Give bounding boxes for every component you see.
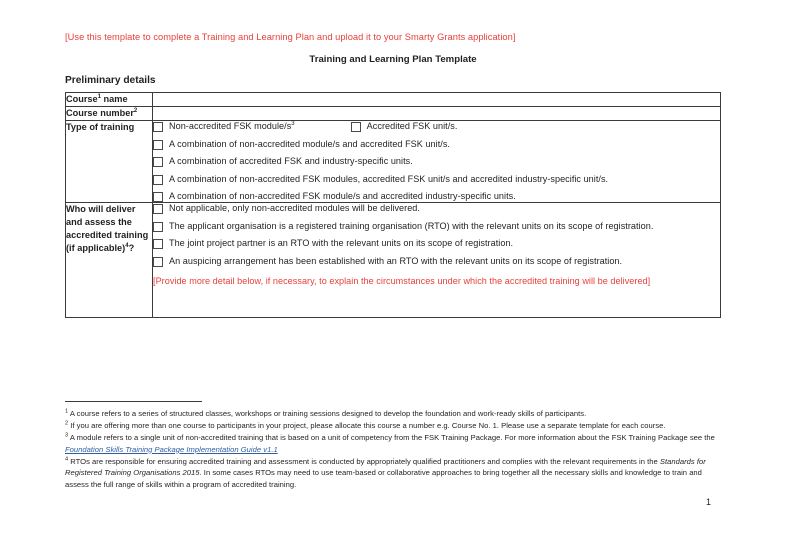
label-type-of-training: Type of training — [66, 121, 153, 203]
footnote-3-text: A module refers to a single unit of non-accredited training that is based on a unit of competency from the FSK Training Package. For more information about the FSK Training Package see the — [69, 433, 715, 443]
label-who-delivers — [66, 203, 153, 317]
footnote-4 — [65, 456, 723, 491]
option-row-combination-nonaccredited-modules-accredited-units — [153, 139, 720, 150]
footnote-1-marker: 1 — [65, 408, 69, 415]
option-label-combination-nonaccredited-modules-industry: A combination of non-accredited FSK module/s and accredited industry-specific units. — [169, 191, 516, 202]
label-course-name — [66, 93, 153, 107]
checkbox-non-accredited-fsk-module[interactable] — [153, 122, 163, 132]
footnote-2-marker: 2 — [65, 420, 69, 427]
free-text-area[interactable] — [153, 287, 720, 317]
option-label-non-accredited-fsk-module: Non-accredited FSK module/s — [169, 121, 292, 132]
footnote-ref-2: 2 — [133, 108, 138, 114]
who-delivers-red-note: [Provide more detail below, if necessary, to explain the circumstances under which the accredited training will be delivered] — [153, 275, 651, 286]
checkbox-not-applicable[interactable] — [153, 204, 163, 214]
input-course-name[interactable] — [153, 93, 721, 107]
table-row-course-name — [66, 93, 721, 107]
footnote-4-text-before: RTOs are responsible for ensuring accredited training and assessment is conducted by appropriately qualified practitioners and complies with the relevant requirements in the — [70, 456, 660, 466]
document-title: Training and Learning Plan Template — [309, 54, 477, 65]
template-instruction-note: [Use this template to complete a Training and Learning Plan and upload it to your Smarty Grants application] — [65, 32, 516, 42]
label-course-name-text: Course — [66, 94, 98, 104]
option-label-joint-partner-is-rto: The joint project partner is an RTO with the relevant units on its scope of registration. — [169, 238, 514, 249]
option-label-combination-accredited-fsk-industry: A combination of accredited FSK and industry-specific units. — [169, 156, 413, 167]
option-row-combination-accredited-fsk-industry — [153, 156, 720, 167]
checkbox-combination-accredited-fsk-industry[interactable] — [153, 157, 163, 167]
option-row-applicant-is-rto — [153, 221, 720, 232]
label-course-name-tail: name — [101, 94, 128, 104]
section-heading-preliminary-details: Preliminary details — [65, 75, 156, 86]
footnote-ref-3: 3 — [291, 121, 295, 128]
footnote-1-text: A course refers to a series of structured classes, workshops or training sessions designed to develop the foundation and work-ready skills of participants. — [69, 409, 587, 418]
option-label-combination-all-three: A combination of non-accredited FSK modules, accredited FSK unit/s and accredited industry-specific unit/s. — [169, 173, 609, 184]
checkbox-combination-all-three[interactable] — [153, 175, 163, 185]
page-number: 1 — [706, 497, 712, 507]
footnotes-section — [65, 408, 723, 491]
footnote-separator — [65, 401, 202, 402]
checkbox-combination-nonaccredited-modules-industry[interactable] — [153, 192, 163, 202]
checkbox-applicant-is-rto[interactable] — [153, 222, 163, 232]
label-who-delivers-tail: ? — [128, 243, 135, 254]
footnote-ref-4: 4 — [125, 243, 129, 250]
option-row-combination-all-three — [153, 174, 720, 185]
footnote-4-marker: 4 — [65, 456, 69, 463]
option-label-not-applicable: Not applicable, only non-accredited modules will be delivered. — [169, 203, 420, 214]
option-row-training-type-inline — [153, 121, 720, 132]
footnote-3-marker: 3 — [65, 432, 69, 439]
label-course-number — [66, 107, 153, 121]
footnote-3-link-fsk-implementation-guide[interactable]: Foundation Skills Training Package Implementation Guide v1.1 — [65, 444, 278, 454]
option-row-combination-nonaccredited-modules-industry — [153, 191, 720, 202]
input-course-number[interactable] — [153, 107, 721, 121]
footnote-ref-1: 1 — [97, 93, 101, 100]
label-course-number-text: Course number — [66, 108, 134, 119]
option-row-auspicing-arrangement — [153, 256, 720, 267]
footnote-4-standards-title: Standards for Registered Training Organisations 2015 — [65, 456, 706, 478]
option-label-combination-nonaccredited-modules-accredited-units: A combination of non-accredited module/s and accredited FSK unit/s. — [169, 138, 450, 149]
label-who-delivers-text: Who will deliver and assess the accredited training (if applicable) — [66, 204, 149, 254]
footnote-4-text-after: . In some cases RTOs may need to use team-based or collaborative approaches to bring together all the necessary skills and knowledge to train and assess the full range of skills within a program of accredited training. — [65, 468, 702, 489]
preliminary-details-table — [65, 92, 721, 318]
table-row-who-delivers — [66, 203, 721, 317]
option-row-joint-partner-is-rto — [153, 238, 720, 249]
footnote-2-text: If you are offering more than one course to participants in your project, please allocate this course a number e.g. Course No. 1. Please use a separate template for each course. — [70, 421, 666, 431]
checkbox-joint-partner-is-rto[interactable] — [153, 239, 163, 249]
options-type-of-training — [153, 121, 721, 203]
table-row-type-of-training — [66, 121, 721, 203]
table-row-course-number — [66, 107, 721, 121]
footnote-2 — [65, 420, 723, 432]
checkbox-auspicing-arrangement[interactable] — [153, 257, 163, 267]
footnote-3 — [65, 432, 723, 455]
footnote-1 — [65, 408, 723, 420]
checkbox-accredited-fsk-unit[interactable] — [351, 122, 361, 132]
options-who-delivers — [153, 203, 721, 317]
option-label-auspicing-arrangement: An auspicing arrangement has been established with an RTO with the relevant units on its scope of registration. — [169, 255, 623, 266]
option-label-accredited-fsk-unit: Accredited FSK unit/s. — [366, 121, 458, 132]
option-row-not-applicable — [153, 203, 720, 214]
checkbox-combination-nonaccredited-modules-accredited-units[interactable] — [153, 140, 163, 150]
option-label-applicant-is-rto: The applicant organisation is a registered training organisation (RTO) with the relevant units on its scope of registration. — [169, 220, 654, 231]
